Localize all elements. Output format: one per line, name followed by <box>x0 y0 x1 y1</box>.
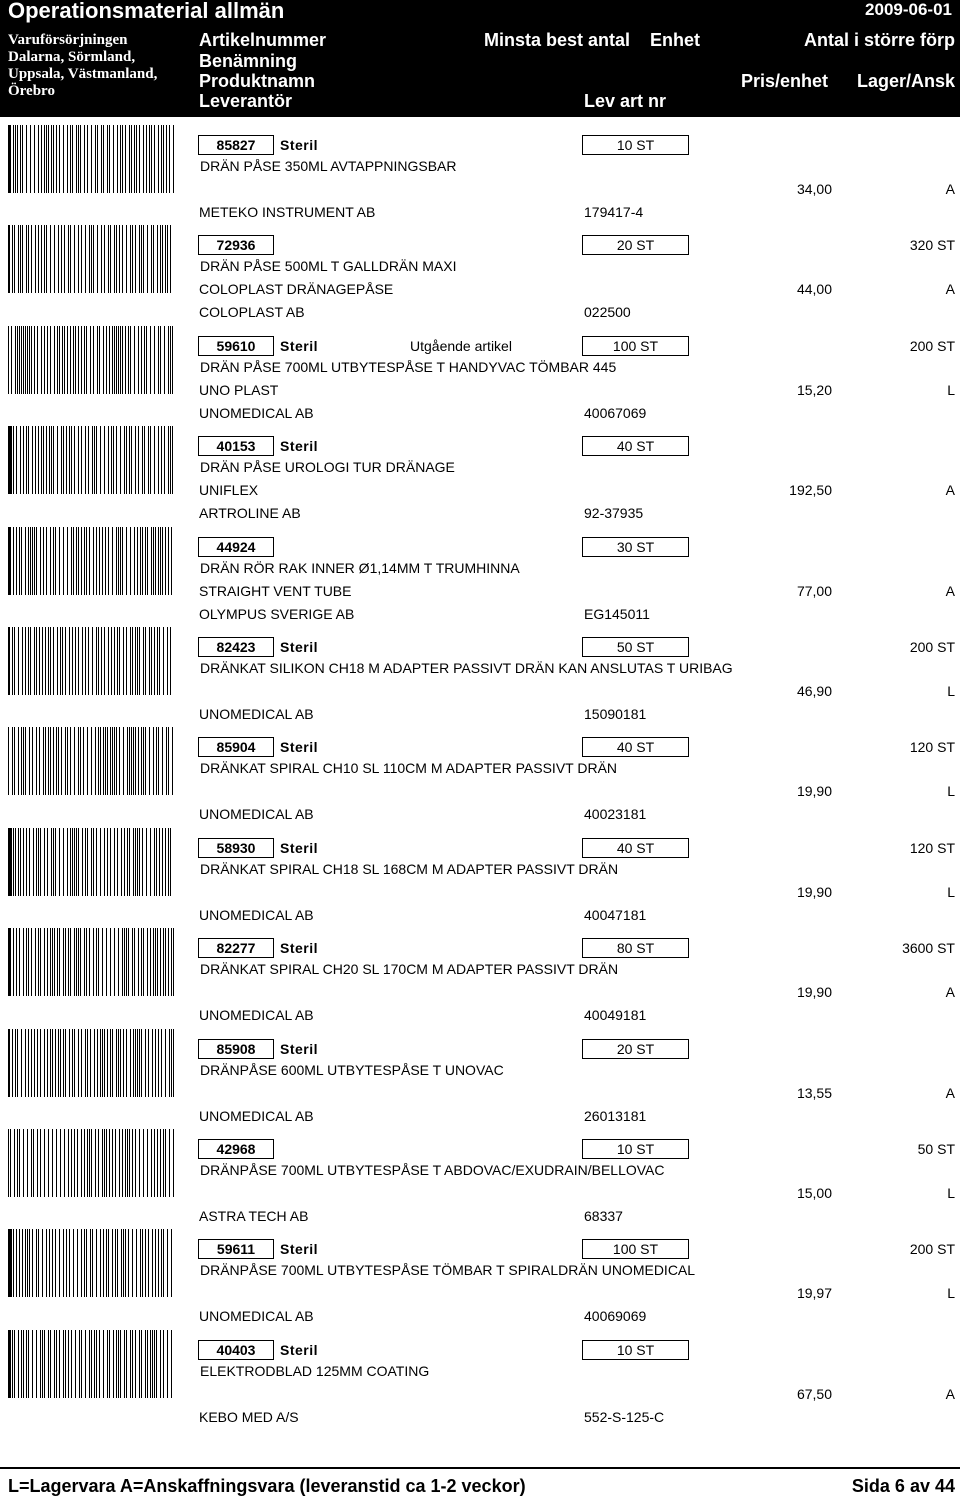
barcode <box>8 426 176 494</box>
article-name: ELEKTRODBLAD 125MM COATING <box>200 1362 430 1379</box>
col-enhet: Enhet <box>650 30 701 50</box>
list-item <box>0 928 960 1028</box>
barcode <box>8 1229 176 1297</box>
min-order-quantity: 100 ST <box>582 1239 689 1259</box>
supplier-name: UNOMEDICAL AB <box>199 404 314 421</box>
barcode <box>8 1129 176 1197</box>
article-name: DRÄNKAT SPIRAL CH18 SL 168CM M ADAPTER PASSIVT DRÄN <box>200 860 619 877</box>
col-lager-ansk: Lager/Ansk <box>856 71 955 91</box>
min-order-quantity: 20 ST <box>582 1039 689 1059</box>
article-number: 72936 <box>198 235 274 255</box>
article-note: Utgående artikel <box>410 337 512 354</box>
supplier-name: OLYMPUS SVERIGE AB <box>199 605 355 622</box>
article-name: DRÄNPÅSE 700ML UTBYTESPÅSE T ABDOVAC/EXUDRAIN/BELLOVAC <box>200 1162 665 1178</box>
list-item <box>0 627 960 727</box>
document-title: Operationsmaterial allmän <box>8 0 285 23</box>
supplier-name: UNOMEDICAL AB <box>199 806 314 823</box>
article-number: 59610 <box>198 336 274 356</box>
stock-type: L <box>947 683 955 699</box>
article-number: 82423 <box>198 637 274 657</box>
min-order-quantity: 20 ST <box>582 235 689 255</box>
barcode <box>8 326 176 394</box>
min-order-quantity: 40 ST <box>582 436 689 456</box>
article-name: DRÄNKAT SPIRAL CH20 SL 170CM M ADAPTER PASSIVT DRÄN <box>200 961 619 978</box>
footer-legend: L=Lagervara A=Anskaffningsvara (leveranstid ca 1-2 veckor) <box>8 1476 526 1496</box>
article-name: DRÄNKAT SILIKON CH18 M ADAPTER PASSIVT DRÄN KAN ANSLUTAS T URIBAG <box>200 660 733 676</box>
steril-label: Steril <box>280 438 319 455</box>
supplier-article-number: EG145011 <box>584 605 650 622</box>
col-antal-storre-forp: Antal i större förp <box>803 30 955 50</box>
col-lev-art-nr: Lev art nr <box>584 91 667 111</box>
unit-price: 19,90 <box>796 883 832 900</box>
stock-type: L <box>947 883 955 900</box>
unit-price: 19,90 <box>796 984 832 1001</box>
stock-type: A <box>945 1084 955 1101</box>
unit-price: 67,50 <box>796 1385 832 1402</box>
min-order-quantity: 40 ST <box>582 737 689 757</box>
article-number: 58930 <box>198 838 274 858</box>
supplier-article-number: 40047181 <box>584 906 647 923</box>
product-name: UNO PLAST <box>199 381 279 398</box>
package-quantity: 320 ST <box>909 237 955 254</box>
supplier-name: UNOMEDICAL AB <box>199 1107 314 1124</box>
title-bar <box>0 0 960 25</box>
barcode <box>8 527 176 595</box>
package-quantity: 200 ST <box>909 639 955 655</box>
barcode <box>8 727 176 795</box>
package-quantity: 120 ST <box>909 739 955 756</box>
article-number: 44924 <box>198 537 274 557</box>
product-name: COLOPLAST DRÄNAGEPÅSE <box>199 281 394 298</box>
supplier-name: ASTRA TECH AB <box>199 1208 309 1224</box>
product-name: STRAIGHT VENT TUBE <box>199 582 352 599</box>
unit-price: 77,00 <box>796 582 832 599</box>
supplier-article-number: 552-S-125-C <box>584 1408 665 1425</box>
steril-label: Steril <box>280 639 319 655</box>
supplier-article-number: 68337 <box>584 1208 623 1224</box>
supplier-article-number: 022500 <box>584 304 631 321</box>
supplier-name: ARTROLINE AB <box>199 505 301 522</box>
min-order-quantity: 30 ST <box>582 537 689 557</box>
col-leverantor: Leverantör <box>199 91 293 111</box>
article-number: 85908 <box>198 1039 274 1059</box>
package-quantity: 200 ST <box>909 1241 955 1258</box>
package-quantity: 120 ST <box>909 839 955 856</box>
article-name: DRÄNPÅSE 700ML UTBYTESPÅSE TÖMBAR T SPIRALDRÄN UNOMEDICAL <box>200 1262 696 1279</box>
article-name: DRÄN PÅSE 350ML AVTAPPNINGSBAR <box>200 158 457 174</box>
stock-type: A <box>945 582 955 599</box>
barcode <box>8 1330 176 1398</box>
steril-label: Steril <box>280 1241 319 1258</box>
supplier-article-number: 15090181 <box>584 706 647 722</box>
barcode <box>8 225 176 293</box>
package-quantity: 200 ST <box>909 337 955 354</box>
list-item <box>0 1229 960 1329</box>
supplier-name: UNOMEDICAL AB <box>199 706 314 722</box>
article-name: DRÄN PÅSE 500ML T GALLDRÄN MAXI <box>200 258 457 275</box>
barcode <box>8 828 176 896</box>
col-produktnamn: Produktnamn <box>199 71 316 91</box>
stock-type: A <box>945 281 955 298</box>
list-item <box>0 426 960 526</box>
supplier-article-number: 40049181 <box>584 1007 647 1024</box>
article-name: DRÄN RÖR RAK INNER Ø1,14MM T TRUMHINNA <box>200 559 520 576</box>
supplier-name: UNOMEDICAL AB <box>199 1007 314 1024</box>
supplier-name: KEBO MED A/S <box>199 1408 299 1425</box>
article-number: 40153 <box>198 436 274 456</box>
steril-label: Steril <box>280 337 319 354</box>
steril-label: Steril <box>280 940 319 957</box>
article-number: 40403 <box>198 1340 274 1360</box>
supplier-article-number: 92-37935 <box>584 505 644 522</box>
stock-type: L <box>947 1185 955 1201</box>
article-number: 42968 <box>198 1139 274 1159</box>
min-order-quantity: 100 ST <box>582 336 689 356</box>
min-order-quantity: 50 ST <box>582 637 689 657</box>
list-item <box>0 727 960 827</box>
stock-type: A <box>945 181 955 197</box>
unit-price: 192,50 <box>789 482 832 499</box>
stock-type: L <box>947 1285 955 1302</box>
column-header <box>0 25 960 117</box>
list-item <box>0 828 960 928</box>
min-order-quantity: 10 ST <box>582 1340 689 1360</box>
footer-divider <box>0 1467 960 1469</box>
supplier-name: UNOMEDICAL AB <box>199 1308 314 1325</box>
supplier-article-number: 40023181 <box>584 806 647 823</box>
barcode <box>8 125 176 193</box>
steril-label: Steril <box>280 1040 319 1057</box>
unit-price: 13,55 <box>796 1084 832 1101</box>
region-line-1: Varuförsörjningen <box>8 32 128 48</box>
list-item <box>0 125 960 225</box>
supplier-name: METEKO INSTRUMENT AB <box>199 204 376 220</box>
stock-type: L <box>947 783 955 800</box>
steril-label: Steril <box>280 739 319 756</box>
stock-type: A <box>945 482 955 499</box>
supplier-article-number: 26013181 <box>584 1107 647 1124</box>
document-date: 2009-06-01 <box>865 0 952 19</box>
steril-label: Steril <box>280 1341 319 1358</box>
col-pris-enhet: Pris/enhet <box>741 71 829 91</box>
stock-type: A <box>945 1385 955 1402</box>
col-artikelnummer: Artikelnummer <box>199 30 327 50</box>
article-name: DRÄNPÅSE 600ML UTBYTESPÅSE T UNOVAC <box>200 1061 504 1078</box>
min-order-quantity: 40 ST <box>582 838 689 858</box>
unit-price: 19,90 <box>796 783 832 800</box>
supplier-article-number: 40067069 <box>584 404 647 421</box>
steril-label: Steril <box>280 839 319 856</box>
package-quantity: 50 ST <box>917 1141 955 1157</box>
unit-price: 46,90 <box>796 683 832 699</box>
min-order-quantity: 10 ST <box>582 135 689 155</box>
region-line-2: Dalarna, Sörmland, <box>8 49 136 65</box>
supplier-name: UNOMEDICAL AB <box>199 906 314 923</box>
list-item <box>0 1129 960 1229</box>
article-name: DRÄNKAT SPIRAL CH10 SL 110CM M ADAPTER PASSIVT DRÄN <box>200 760 618 777</box>
article-name: DRÄN PÅSE UROLOGI TUR DRÄNAGE <box>200 459 455 476</box>
supplier-article-number: 179417-4 <box>584 204 644 220</box>
stock-type: A <box>945 984 955 1001</box>
col-minsta-best-antal: Minsta best antal <box>484 30 631 50</box>
product-name: UNIFLEX <box>199 482 259 499</box>
article-number: 59611 <box>198 1239 274 1259</box>
unit-price: 44,00 <box>796 281 832 298</box>
barcode <box>8 928 176 996</box>
article-number: 82277 <box>198 938 274 958</box>
list-item <box>0 527 960 627</box>
region-line-3: Uppsala, Västmanland, <box>8 66 158 82</box>
list-item <box>0 1029 960 1129</box>
min-order-quantity: 80 ST <box>582 938 689 958</box>
list-item <box>0 326 960 426</box>
package-quantity: 3600 ST <box>902 940 955 957</box>
article-number: 85904 <box>198 737 274 757</box>
region-line-4: Örebro <box>8 83 55 99</box>
col-benamning: Benämning <box>199 51 298 71</box>
supplier-name: COLOPLAST AB <box>199 304 305 321</box>
stock-type: L <box>947 381 955 398</box>
article-name: DRÄN PÅSE 700ML UTBYTESPÅSE T HANDYVAC TÖMBAR 445 <box>200 358 617 375</box>
steril-label: Steril <box>280 137 319 153</box>
footer-page-number: Sida 6 av 44 <box>851 1476 955 1496</box>
supplier-article-number: 40069069 <box>584 1308 647 1325</box>
min-order-quantity: 10 ST <box>582 1139 689 1159</box>
unit-price: 15,20 <box>796 381 832 398</box>
article-number: 85827 <box>198 135 274 155</box>
list-item <box>0 225 960 325</box>
barcode <box>8 1029 176 1097</box>
list-item <box>0 1330 960 1430</box>
unit-price: 34,00 <box>796 181 832 197</box>
barcode <box>8 627 176 695</box>
unit-price: 19,97 <box>796 1285 832 1302</box>
unit-price: 15,00 <box>796 1185 832 1201</box>
